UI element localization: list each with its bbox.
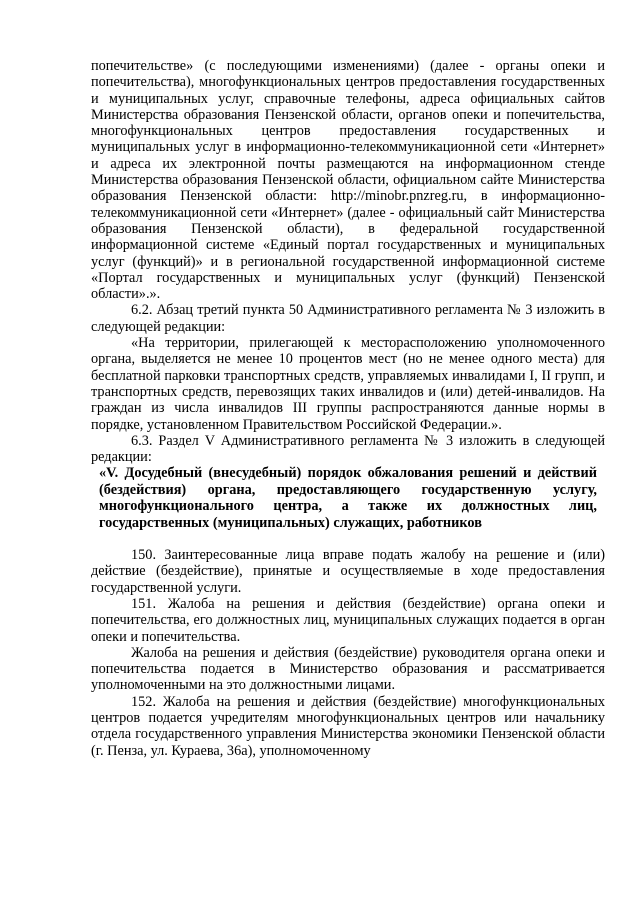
paragraph-parking-quote: «На территории, прилегающей к месторасположению уполномоченного органа, выделяется не менее 10 процентов мест (но не менее одного места) для бесплатной парковки транспортных средств, управляемых инвалидами I, II групп, и транспортных средств, перевозящих таких инвалидов и (или) детей-инвалидов. На граждан из числа инвалидов III группы распространяются данные нормы в порядке, установленном Правительством Российской Федерации.». [91,335,605,433]
paragraph-151: 151. Жалоба на решения и действия (бездействие) органа опеки и попечительства, его должностных лиц, муниципальных служащих подается в орган опеки и попечительства. [91,595,605,645]
paragraph-151-second: Жалоба на решения и действия (бездействие) руководителя органа опеки и попечительства подается в Министерство образования и рассматривается уполномоченными на это должностными лицами. [91,644,605,694]
paragraph-152: 152. Жалоба на решения и действия (бездействие) многофункциональных центров подается учредителям многофункциональных центров или начальнику отдела государственного управления Министерства экономики Пензенской области (г. Пенза, ул. Кураева, 36а), уполномоченному [91,693,605,759]
paragraph-continuation: попечительстве» (с последующими изменениями) (далее - органы опеки и попечительства), многофункциональных центров предоставления государственных и муниципальных услуг, справочные телефоны, адреса официальных сайтов Министерства образования Пензенской области, органов опеки и попечительства, многофункциональных центров предоставления государственных и муниципальных услуг в информационно-телекоммуникационной сети «Интернет» и адреса их электронной почты размещаются на информационном стенде Министерства образования Пензенской области, официальном сайте Министерства образования Пензенской области: http://minobr.pnzreg.ru, в информационно-телекоммуникационной сети «Интернет» (далее - официальный сайт Министерства образования Пензенской области), в федеральной государственной информационной системе «Единый портал государственных и муниципальных услуг (функций)» и в региональной государственной информационной системе «Портал государственных и муниципальных услуг (функций) Пензенской области».». [91,58,605,303]
heading-spacer [91,531,605,547]
paragraph-6-2: 6.2. Абзац третий пункта 50 Административного регламента № 3 изложить в следующей редакции: [91,302,605,335]
section-v-heading: «V. Досудебный (внесудебный) порядок обжалования решений и действий (бездействия) органа, предоставляющего государственную услугу, многофункционального центра, а также их должностных лиц, государственных (муниципальных) служащих, работников [99,465,597,531]
paragraph-150: 150. Заинтересованные лица вправе подать жалобу на решение и (или) действие (бездействие), принятые и осуществляемые в ходе предоставления государственной услуги. [91,547,605,596]
document-page [91,58,605,759]
paragraph-6-3: 6.3. Раздел V Административного регламента № 3 изложить в следующей редакции: [91,432,605,466]
